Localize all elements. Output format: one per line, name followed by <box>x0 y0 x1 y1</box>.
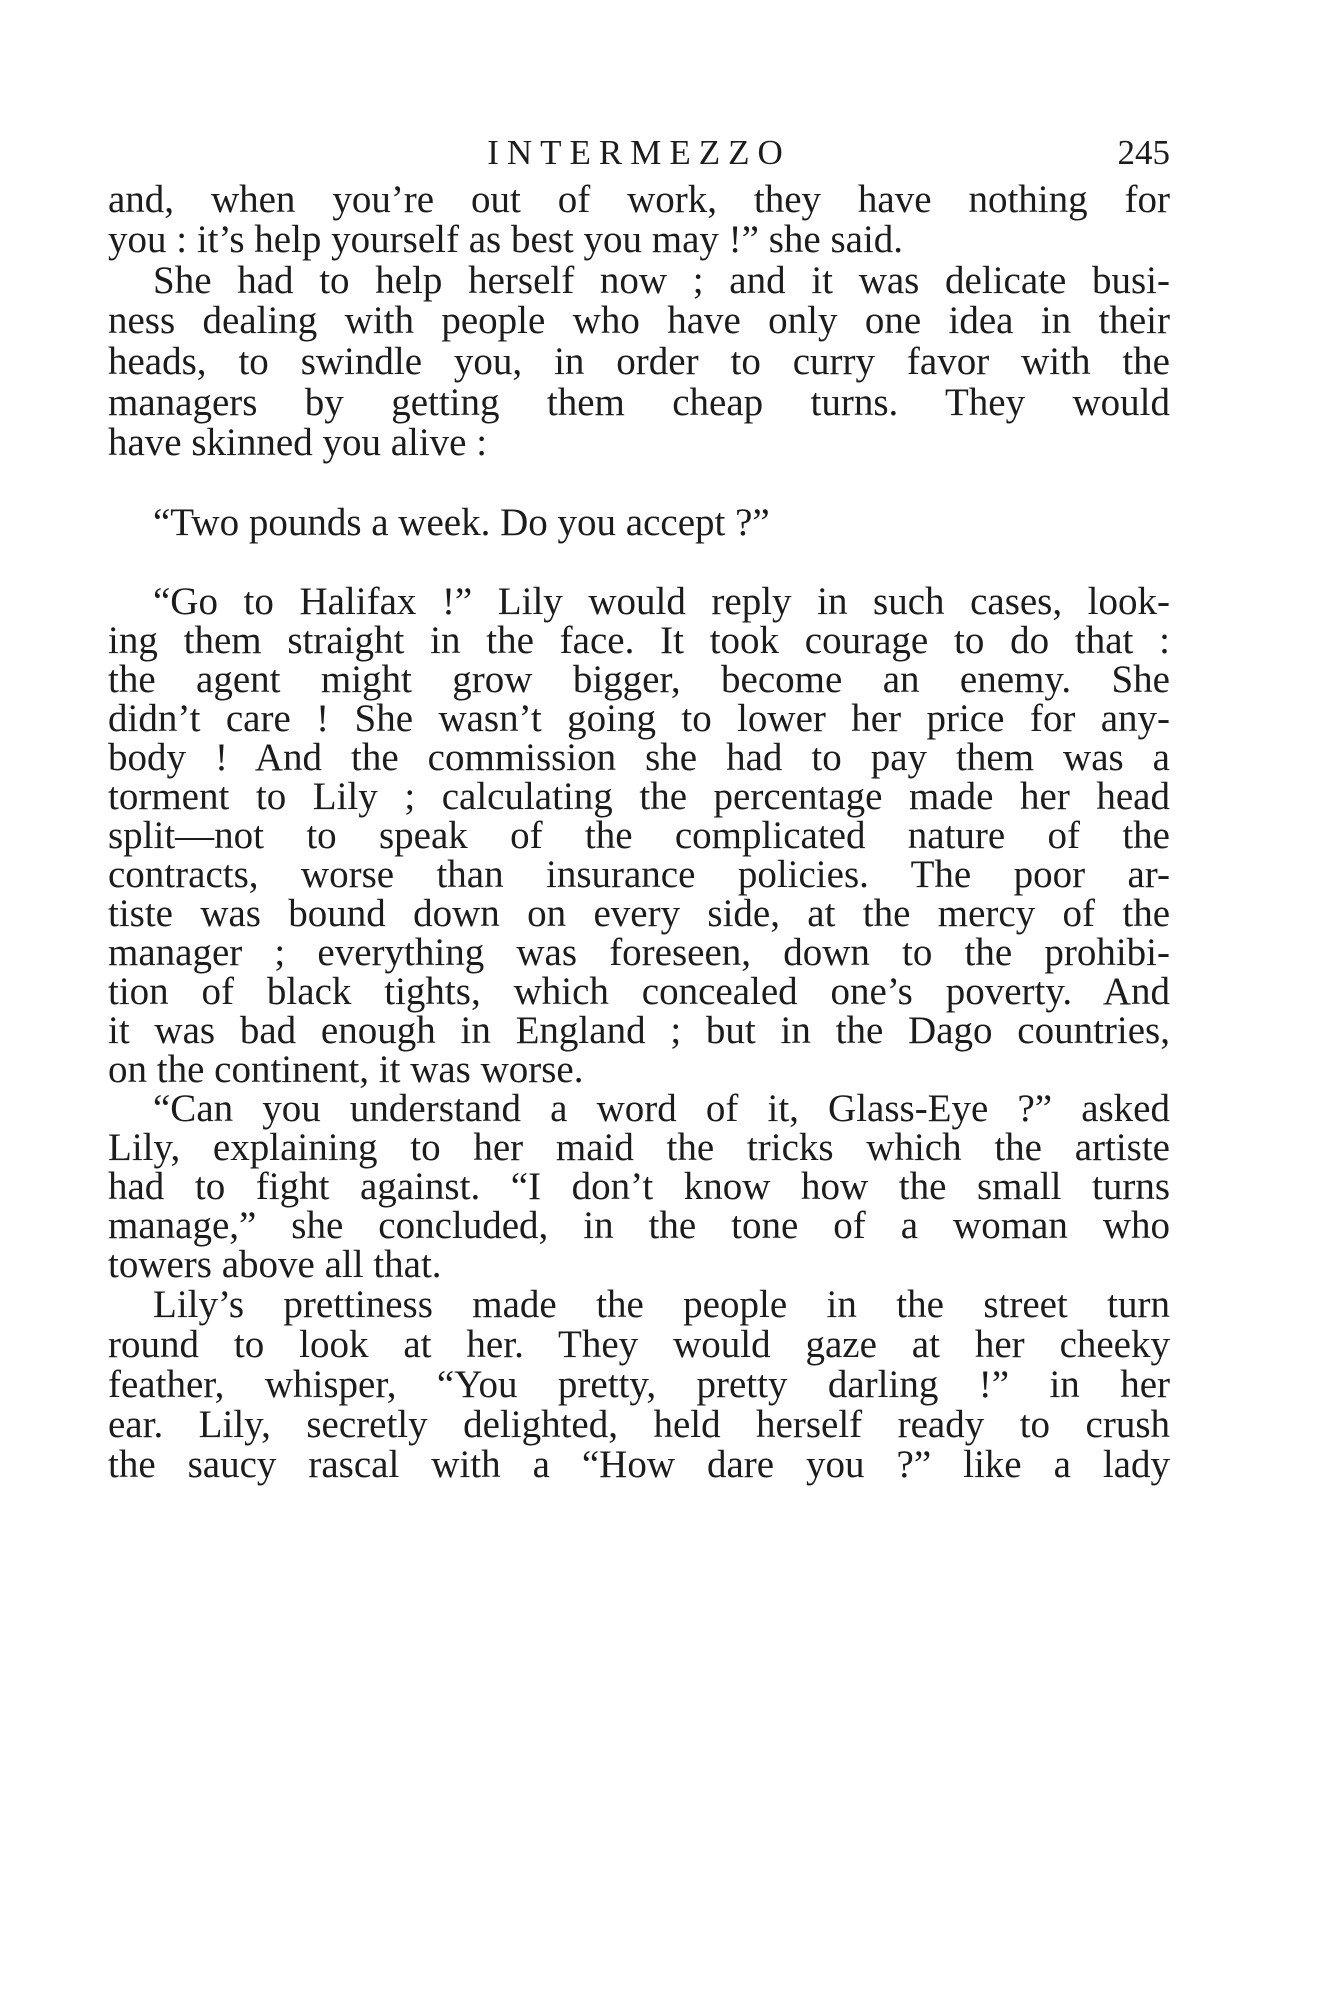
text-line: ing them straight in the face. It took courage to do that : <box>108 619 1170 662</box>
text-line: have skinned you alive : <box>108 421 488 464</box>
text-line: tion of black tights, which concealed one’s poverty. And <box>108 970 1170 1013</box>
text-line: “Go to Halifax !” Lily would reply in such cases, look- <box>153 580 1170 623</box>
text-line: the agent might grow bigger, become an enemy. She <box>108 658 1170 701</box>
text-line: tiste was bound down on every side, at the mercy of the <box>108 892 1170 935</box>
text-line: contracts, worse than insurance policies. The poor ar- <box>108 853 1170 896</box>
text-line: towers above all that. <box>108 1243 442 1286</box>
text-line: “Can you understand a word of it, Glass-Eye ?” asked <box>153 1087 1170 1130</box>
text-line: and, when you’re out of work, they have nothing for <box>108 178 1170 221</box>
text-line: She had to help herself now ; and it was delicate busi- <box>153 259 1170 302</box>
text-line: heads, to swindle you, in order to curry favor with the <box>108 340 1170 383</box>
page-number: 245 <box>1117 133 1170 172</box>
text-line: round to look at her. They would gaze at her cheeky <box>108 1323 1170 1366</box>
text-line: on the continent, it was worse. <box>108 1048 584 1091</box>
text-line: body ! And the commission she had to pay them was a <box>108 736 1170 779</box>
running-head: INTERMEZZO <box>487 133 791 172</box>
text-line: manage,” she concluded, in the tone of a woman who <box>108 1204 1170 1247</box>
text-line: Lily, explaining to her maid the tricks which the artiste <box>108 1126 1170 1169</box>
text-line: torment to Lily ; calculating the percentage made her head <box>108 775 1170 818</box>
text-line: manager ; everything was foreseen, down to the prohibi- <box>108 931 1170 974</box>
text-line: split—not to speak of the complicated nature of the <box>108 814 1170 857</box>
text-line: managers by getting them cheap turns. They would <box>108 381 1170 424</box>
text-line: the saucy rascal with a “How dare you ?” like a lady <box>108 1443 1170 1486</box>
text-line: had to fight against. “I don’t know how the small turns <box>108 1165 1170 1208</box>
text-line: ness dealing with people who have only one idea in their <box>108 299 1170 342</box>
text-line: feather, whisper, “You pretty, pretty darling !” in her <box>108 1363 1170 1406</box>
text-line: ear. Lily, secretly delighted, held herself ready to crush <box>108 1403 1170 1446</box>
text-line: “Two pounds a week. Do you accept ?” <box>153 501 770 544</box>
text-line: Lily’s prettiness made the people in the street turn <box>153 1283 1170 1326</box>
text-line: it was bad enough in England ; but in the Dago countries, <box>108 1009 1170 1052</box>
page-header <box>108 128 1170 178</box>
text-line: you : it’s help yourself as best you may !” she said. <box>108 218 904 261</box>
text-line: didn’t care ! She wasn’t going to lower her price for any- <box>108 697 1170 740</box>
